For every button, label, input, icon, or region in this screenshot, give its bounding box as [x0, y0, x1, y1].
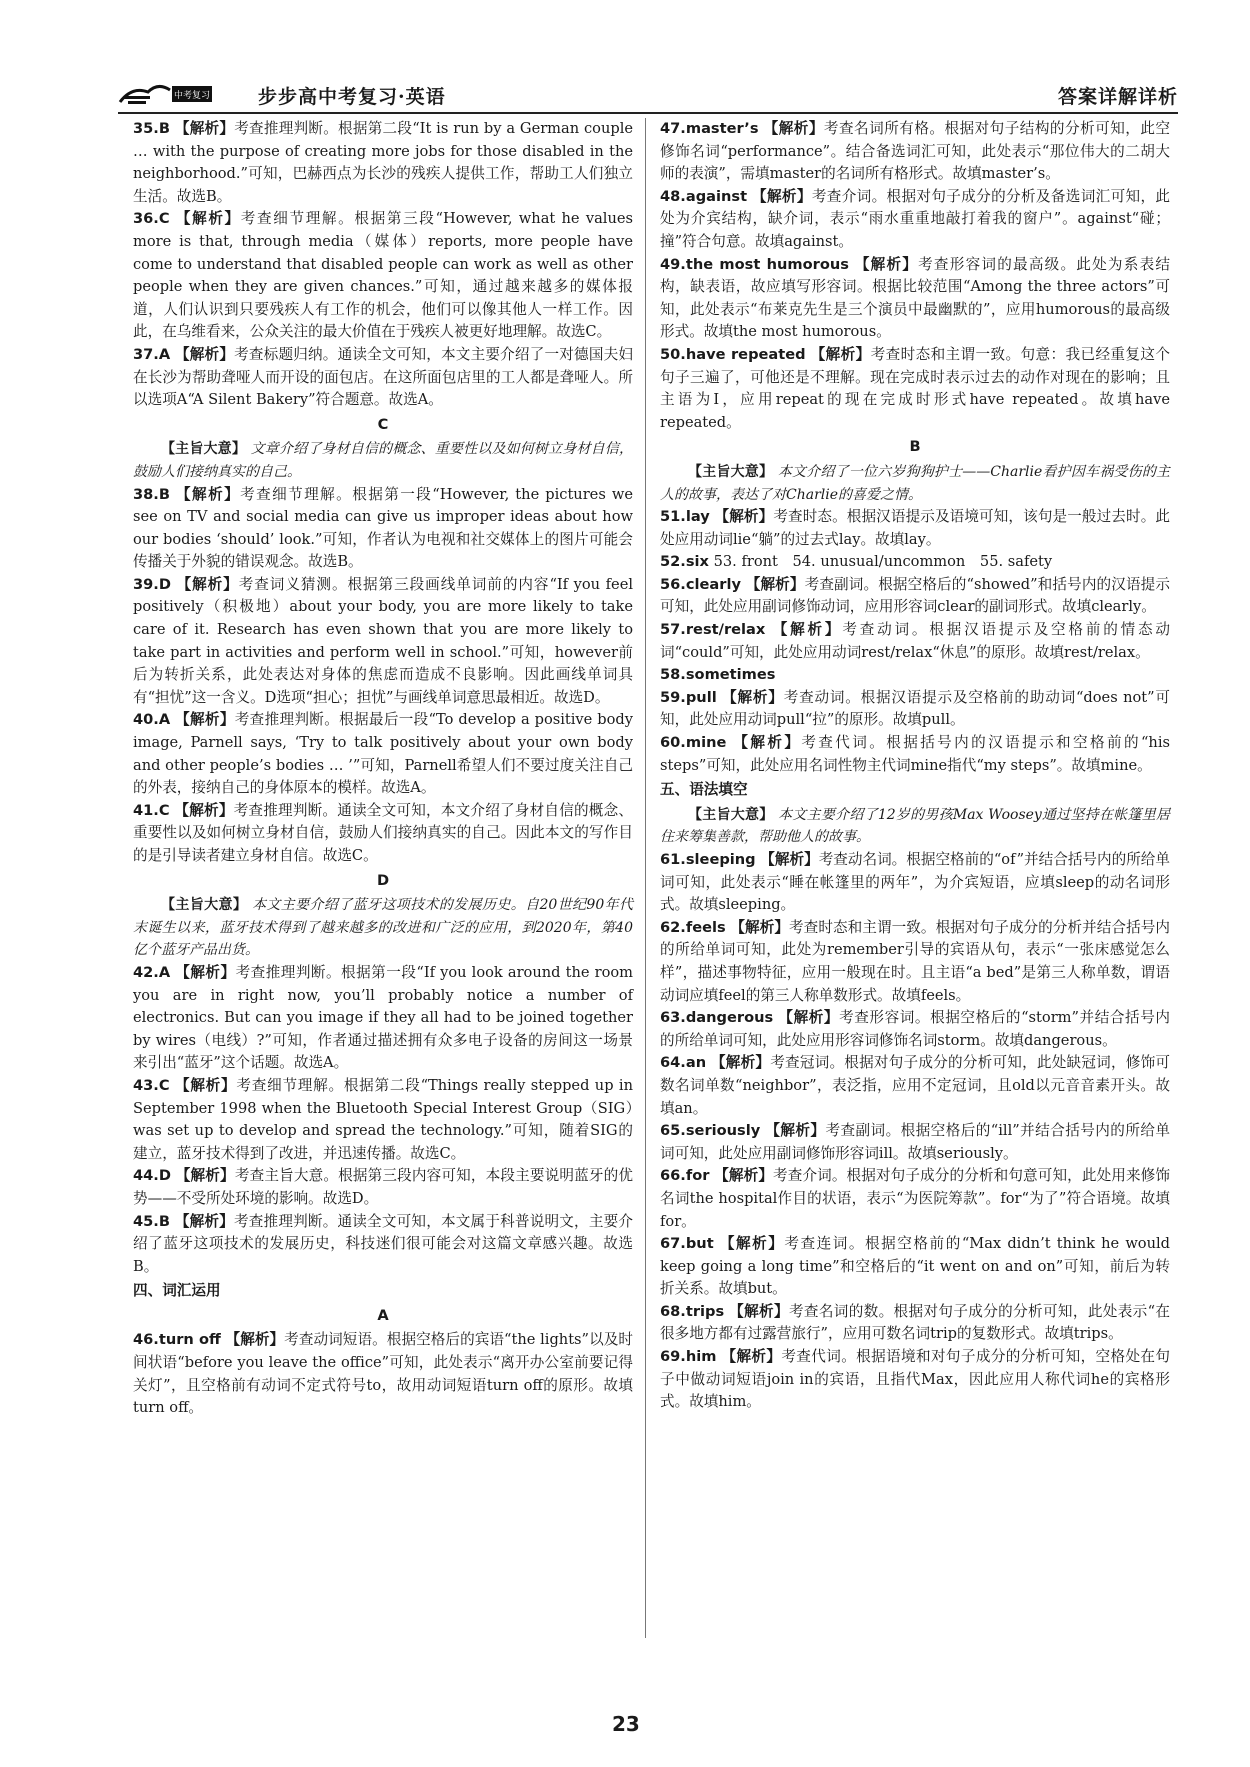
analysis-tag: 【解析】: [175, 1167, 235, 1185]
analysis-text: 考查动词。根据汉语提示及空格前的助动词“does not”可知，此处应用动词pull“拉”的原形。故填pull。: [660, 688, 1170, 729]
analysis-text: 53. front 54. unusual/uncommon 55. safety: [713, 553, 1053, 571]
passage-letter: B: [909, 438, 921, 456]
analysis-text: 考查动词。根据汉语提示及空格前的情态动词“could”可知，此处应用动词rest/relax“休息”的原形。故填rest/relax。: [660, 621, 1170, 661]
analysis-text: 考查推理判断。根据第一段“If you look around the room you are in right now, you’ll probably notice a number of electronics. But can you image if they all had to be joined together by wires（电线）?”可知，作者通过描述拥有众多电子设备的房间这一场景来引出“蓝牙”这个话题。故选A。: [133, 963, 633, 1072]
answer-entry: [133, 574, 633, 710]
main-idea-tag: 【主旨大意】: [688, 463, 774, 480]
analysis-tag: 【解析】: [721, 1348, 782, 1366]
question-number: 62.: [660, 918, 686, 936]
analysis-text: 考查名词所有格。根据对句子结构的分析可知，此空修饰名词“performance”。结合备选词汇可知，此处表示“那位伟大的二胡大师的表演”，需填master的名词所有格形式。故填master’s。: [660, 120, 1170, 183]
analysis-text: 考查介词。根据对句子成分的分析及备选词汇可知，此处为介宾结构，缺介词，表示“雨水重重地敲打着我的窗户”。against“碰；撞”符合句意。故填against。: [660, 187, 1170, 250]
analysis-text: 考查冠词。根据对句子成分的分析可知，此处缺冠词，修饰可数名词单数“neighbor”，表泛指，应用不定冠词，且old以元音音素开头。故填an。: [660, 1054, 1170, 1117]
answer-entry: [660, 574, 1170, 619]
main-idea-tag: 【主旨大意】: [688, 806, 774, 823]
answer-entry: [660, 1052, 1170, 1120]
question-number: 38.: [133, 485, 159, 503]
main-idea-paragraph: [133, 438, 633, 483]
analysis-tag: 【解析】: [225, 1331, 285, 1349]
question-number: 41.: [133, 801, 159, 819]
analysis-text: 考查名词的数。根据对句子成分的分析可知，此处表示“在很多地方都有过露营旅行”，应用可数名词trip的复数形式。故填trips。: [660, 1302, 1170, 1343]
answer-entry: [660, 732, 1170, 777]
answer-entry: [660, 118, 1170, 186]
question-number: 50.: [660, 345, 686, 363]
answer-key: against: [685, 187, 748, 205]
answer-entry: [660, 186, 1170, 254]
analysis-tag: 【解析】: [810, 345, 871, 363]
question-number: 46.: [133, 1331, 159, 1349]
question-number: 49.: [660, 255, 686, 273]
answer-entry: [660, 687, 1170, 732]
analysis-tag: 【解析】: [176, 575, 239, 593]
question-number: 57.: [660, 621, 686, 639]
question-number: 35.: [133, 120, 159, 137]
question-number: 51.: [660, 508, 686, 526]
answer-entry: [660, 1233, 1170, 1301]
analysis-tag: 【解析】: [174, 801, 234, 819]
question-number: 36.: [133, 210, 159, 228]
question-number: 43.: [133, 1076, 159, 1094]
analysis-tag: 【解析】: [174, 120, 235, 137]
question-number: 44.: [133, 1167, 159, 1185]
question-number: 47.: [660, 120, 686, 137]
analysis-text: 考查主旨大意。根据第三段内容可知，本段主要说明蓝牙的优势——不受所处环境的影响。故选D。: [133, 1167, 633, 1207]
analysis-tag: 【解析】: [722, 688, 784, 706]
answer-entry: [660, 506, 1170, 551]
answer-key: clearly: [685, 575, 741, 593]
answer-key: rest/relax: [685, 621, 766, 639]
passage-letter: A: [377, 1306, 389, 1324]
column-divider: [645, 118, 646, 1638]
question-number: 48.: [660, 187, 686, 205]
answer-entry: [660, 1007, 1170, 1052]
left-column: [133, 118, 633, 1420]
answer-entry: [660, 1301, 1170, 1346]
answer-key: dangerous: [685, 1009, 774, 1027]
question-number: 67.: [660, 1235, 686, 1253]
question-number: 42.: [133, 963, 159, 981]
answer-entry: [133, 344, 633, 412]
answer-key: master’s: [685, 120, 759, 137]
question-number: 69.: [660, 1348, 686, 1366]
analysis-text: 考查形容词。根据空格后的“storm”并结合括号内的所给单词可知，此处应用形容词修饰名词storm。故填dangerous。: [660, 1009, 1170, 1049]
answer-key: feels: [685, 918, 726, 936]
main-idea-text: 本文介绍了一位六岁狗狗护士——Charlie看护因车祸受伤的主人的故事，表达了对Charlie的喜爱之情。: [660, 463, 1171, 503]
answer-key: sometimes: [685, 666, 776, 684]
answer-key: seriously: [685, 1122, 761, 1140]
analysis-text: 考查代词。根据括号内的汉语提示和空格前的“his steps”可知，此处应用名词性物主代词mine指代“my steps”。故填mine。: [660, 734, 1170, 774]
answer-key: C: [158, 1076, 170, 1094]
question-number: 59.: [660, 688, 686, 706]
analysis-tag: 【解析】: [763, 120, 824, 137]
analysis-text: 考查形容词的最高级。此处为系表结构，缺表语，故应填写形容词。根据比较范围“Among the three actors”可知，此处表示“布莱克先生是三个演员中最幽默的”，应用humorous的最高级形式。故填the most humorous。: [660, 255, 1170, 341]
analysis-tag: 【解析】: [778, 1009, 840, 1027]
analysis-text: 考查连词。根据空格前的“Max didn’t think he would keep going a long time”和空格后的“it went on and on”可知，前后为转折关系。故填but。: [660, 1235, 1171, 1298]
analysis-tag: 【解析】: [175, 963, 236, 981]
analysis-tag: 【解析】: [745, 575, 805, 593]
analysis-tag: 【解析】: [174, 1212, 234, 1230]
analysis-text: 考查推理判断。通读全文可知，本文属于科普说明文，主要介绍了蓝牙这项技术的发展历史，科技迷们很可能会对这篇文章感兴趣。故选B。: [133, 1212, 633, 1275]
analysis-text: 考查推理判断。根据最后一段“To develop a positive body image, Parnell says, ‘Try to talk positively about your own body and other people’s bodies … ’”可知，Parnell希望人们不要过度关注自己的外表，接纳自己的身体原本的模样。故选A。: [133, 711, 633, 797]
analysis-tag: 【解析】: [175, 210, 241, 228]
answer-key: mine: [685, 734, 727, 752]
main-idea-tag: 【主旨大意】: [161, 441, 247, 458]
question-number: 66.: [660, 1167, 686, 1185]
question-number: 68.: [660, 1302, 686, 1320]
answer-key: six: [685, 553, 709, 571]
answer-entry: [133, 1329, 633, 1419]
question-number: 45.: [133, 1212, 159, 1230]
answer-key: pull: [685, 688, 717, 706]
answer-key: B: [158, 485, 170, 503]
right-column: [660, 118, 1170, 1414]
logo-text: 中考复习: [173, 91, 211, 101]
answer-key: A: [158, 345, 171, 363]
publisher-logo-icon: [118, 78, 214, 108]
page-number: 23: [612, 1712, 640, 1736]
main-idea-text: 本文主要介绍了蓝牙这项技术的发展历史。自20世纪90年代末诞生以来，蓝牙技术得到了越来越多的改进和广泛的应用，到2020年，第40亿个蓝牙产品出货。: [133, 897, 633, 959]
question-number: 37.: [133, 345, 159, 363]
analysis-text: 考查时态和主谓一致。句意：我已经重复这个句子三遍了，可他还是不理解。现在完成时表示过去的动作对现在的影响；且主语为I，应用repeat的现在完成时形式have repeated。故填have repeated。: [660, 345, 1170, 431]
analysis-text: 考查副词。根据空格后的“showed”和括号内的汉语提示可知，此处应用副词修饰动词，应用形容词clear的副词形式。故填clearly。: [660, 575, 1170, 616]
answer-key: sleeping: [685, 851, 756, 868]
analysis-tag: 【解析】: [714, 1167, 774, 1185]
question-number: 65.: [660, 1122, 686, 1140]
answer-key: turn off: [158, 1331, 221, 1349]
analysis-text: 考查时态。根据汉语提示及语境可知，该句是一般过去时。此处应用动词lie“躺”的过去式lay。故填lay。: [660, 508, 1170, 548]
part-heading: 五、语法填空: [660, 781, 748, 799]
answer-entry: [660, 254, 1170, 344]
analysis-text: 考查推理判断。通读全文可知，本文介绍了身材自信的概念、重要性以及如何树立身材自信，鼓励人们接纳真实的自己。因此本文的写作目的是引导读者建立身材自信。故选C。: [133, 801, 633, 864]
answer-entry: [660, 1120, 1170, 1165]
analysis-text: 考查细节理解。根据第三段“However, what he values more is that, through media（媒体）reports, more people have come to understand that disabled people can work as well as other people when they are given chances.”可知，通过越来越多的媒体报道，人们认识到只要残疾人有工作的机会，他们可以像其他人一样工作。因此，在乌维看来，公众关注的最大价值在于残疾人被更好地理解。故选C。: [133, 210, 633, 341]
analysis-tag: 【解析】: [854, 255, 919, 273]
question-number: 40.: [133, 711, 159, 729]
answer-entry: [133, 1075, 633, 1165]
main-idea-tag: 【主旨大意】: [161, 897, 248, 914]
analysis-text: 考查标题归纳。通读全文可知，本文主要介绍了一对德国夫妇在长沙为帮助聋哑人而开设的面包店。在这所面包店里的工人都是聋哑人。所以选项A“A Silent Bakery”符合题意。故选A。: [133, 345, 633, 409]
analysis-tag: 【解析】: [729, 1302, 789, 1320]
answer-key: D: [158, 575, 171, 593]
main-idea-text: 文章介绍了身材自信的概念、重要性以及如何树立身材自信，鼓励人们接纳真实的自己。: [133, 441, 634, 480]
answer-key: B: [158, 120, 170, 137]
passage-letter: D: [376, 871, 390, 889]
question-number: 52.: [660, 553, 686, 571]
answer-key: D: [158, 1167, 171, 1185]
analysis-text: 考查动词短语。根据空格后的宾语“the lights”以及时间状语“before you leave the office”可知，此处表示“离开办公室前要记得关灯”，且空格前有动词不定式符号to，故用动词短语turn off的原形。故填turn off。: [133, 1331, 633, 1417]
answer-key: C: [158, 801, 170, 819]
main-idea-paragraph: [660, 804, 1170, 849]
answer-entry: [133, 1165, 633, 1210]
analysis-tag: 【解析】: [714, 508, 774, 526]
question-number: 61.: [660, 851, 686, 868]
answer-entry: [660, 664, 1170, 687]
analysis-tag: 【解析】: [710, 1054, 771, 1072]
answer-entry: [660, 1165, 1170, 1233]
analysis-tag: 【解析】: [733, 734, 802, 752]
answer-entry: [133, 484, 633, 574]
answer-entry: [133, 208, 633, 344]
question-number: 56.: [660, 575, 686, 593]
analysis-tag: 【解析】: [752, 187, 812, 205]
answer-key: lay: [685, 508, 710, 526]
main-idea-text: 本文主要介绍了12岁的男孩Max Woosey通过坚持在帐篷里居住来筹集善款，帮助他人的故事。: [660, 806, 1170, 846]
question-number: 39.: [133, 575, 159, 593]
answer-key: trips: [685, 1302, 725, 1320]
answer-entry: [133, 1211, 633, 1279]
answer-key: A: [158, 711, 171, 729]
analysis-text: 考查代词。根据语境和对句子成分的分析可知，空格处在句子中做动词短语join in的宾语，且指代Max，因此应用人称代词he的宾格形式。故填him。: [660, 1348, 1170, 1411]
analysis-tag: 【解析】: [175, 711, 235, 729]
analysis-text: 考查推理判断。根据第二段“It is run by a German couple … with the purpose of creating more jobs for those disabled in the neighborhood.”可知，巴赫西点为长沙的残疾人提供工作，帮助工人们独立生活。故选B。: [133, 120, 634, 205]
analysis-text: 考查副词。根据空格后的“ill”并结合括号内的所给单词可知，此处应用副词修饰形容词ill。故填seriously。: [660, 1122, 1170, 1162]
analysis-tag: 【解析】: [760, 851, 819, 868]
answer-entry: [660, 1346, 1170, 1414]
answer-entry: [133, 118, 633, 208]
analysis-text: 考查词义猜测。根据第三段画线单词前的内容“If you feel positively（积极地）about your body, you are more likely to take care of it. Research has even shown that you are more likely to take part in activities and perform well in school.”可知，however前后为转折关系，此处表达对身体的焦虑而造成不良影响。因此画线单词具有“担忧”这一含义。D选项“担心；担忧”与画线单词意思最相近。故选D。: [133, 575, 634, 706]
analysis-text: 考查介词。根据对句子成分的分析和句意可知，此处用来修饰名词the hospital作目的状语，表示“为医院筹款”。for“为了”符合语境。故填for。: [660, 1167, 1170, 1230]
answer-key: have repeated: [685, 345, 806, 363]
main-idea-paragraph: [660, 461, 1170, 506]
analysis-text: 考查细节理解。根据第二段“Things really stepped up in September 1998 when the Bluetooth Special Interest Group（SIG）was set up to develop and spread the technology.”可知，随着SIG的建立，蓝牙技术得到了改进，并迅速传播。故选C。: [133, 1076, 634, 1162]
page-header: [118, 78, 1178, 112]
analysis-tag: 【解析】: [730, 918, 790, 936]
answer-key: C: [158, 210, 170, 228]
answer-key: B: [158, 1212, 170, 1230]
question-number: 60.: [660, 734, 686, 752]
analysis-tag: 【解析】: [176, 485, 241, 503]
main-idea-paragraph: [133, 894, 633, 962]
question-number: 64.: [660, 1054, 686, 1072]
answer-entry: [133, 709, 633, 799]
analysis-tag: 【解析】: [765, 1122, 826, 1140]
answer-key: the most humorous: [685, 255, 849, 273]
analysis-tag: 【解析】: [174, 1076, 237, 1094]
answer-entry: [133, 962, 633, 1075]
analysis-tag: 【解析】: [719, 1235, 785, 1253]
analysis-text: 考查时态和主谓一致。根据对句子成分的分析并结合括号内的所给单词可知，此处为remember引导的宾语从句，表示“一张床感觉怎么样”，描述事物特征，应用一般现在时。且主语“a bed”是第三人称单数，谓语动词应填feel的第三人称单数形式。故填feels。: [660, 918, 1170, 1004]
series-title: 步步高中考复习·英语: [258, 86, 446, 108]
answer-entry: [660, 849, 1170, 917]
answer-entry: [660, 619, 1170, 664]
analysis-tag: 【解析】: [174, 345, 235, 363]
answer-entry: [660, 917, 1170, 1007]
answer-entry: [133, 800, 633, 868]
part-heading: 四、词汇运用: [133, 1282, 221, 1300]
passage-letter: C: [377, 415, 389, 433]
header-rule: [118, 112, 1178, 114]
question-number: 63.: [660, 1009, 686, 1027]
answer-key: him: [685, 1348, 717, 1366]
answer-entry: [660, 344, 1170, 434]
answer-key: an: [685, 1054, 707, 1072]
answer-key: but: [685, 1235, 714, 1253]
question-number: 58.: [660, 666, 686, 684]
section-title: 答案详解详析: [1057, 86, 1178, 108]
answer-key: for: [685, 1167, 710, 1185]
answer-key: A: [158, 963, 171, 981]
answer-entry: [660, 551, 1170, 574]
analysis-text: 考查动名词。根据空格前的“of”并结合括号内的所给单词可知，此处表示“睡在帐篷里的两年”，为介宾短语，应填sleep的动名词形式。故填sleeping。: [660, 851, 1170, 914]
analysis-text: 考查细节理解。根据第一段“However, the pictures we see on TV and social media can give us improper ideas about how our bodies ‘should’ look.”可知，作者认为电视和社交媒体上的图片可能会传播关于外貌的错误观念。故选B。: [133, 485, 633, 571]
analysis-tag: 【解析】: [772, 621, 843, 639]
